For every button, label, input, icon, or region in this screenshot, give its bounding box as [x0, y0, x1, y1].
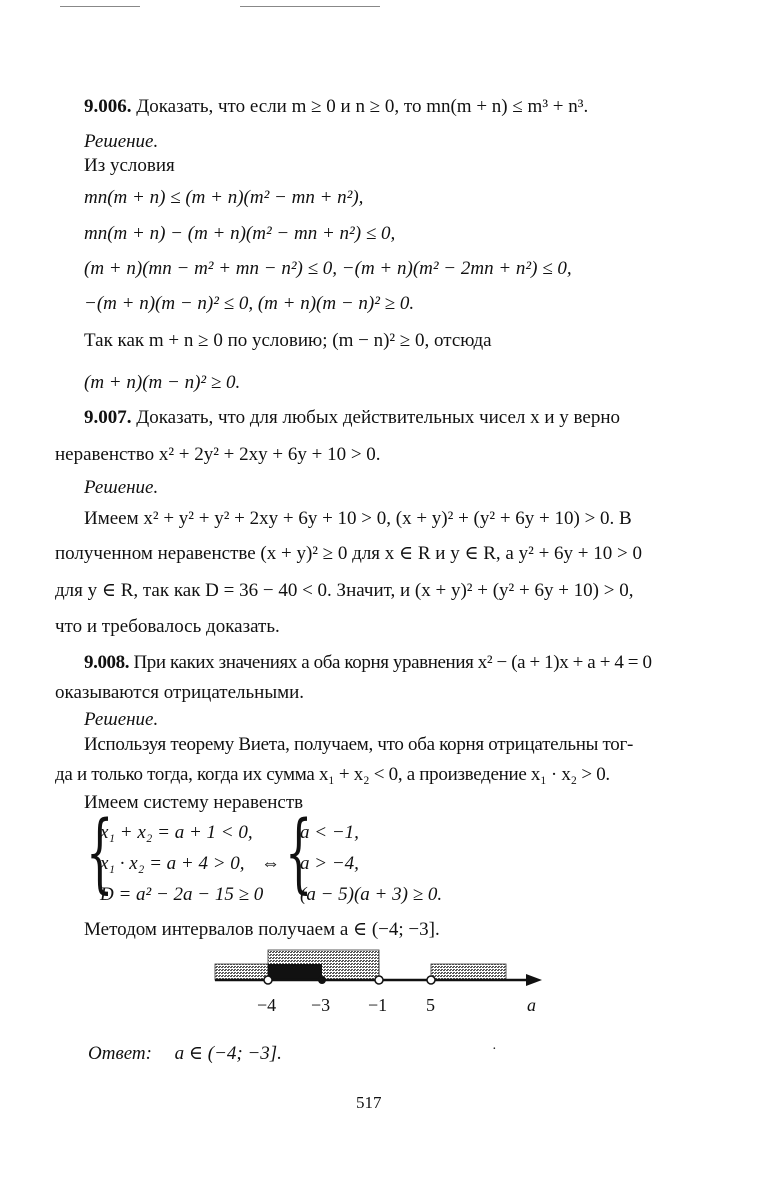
left-brace-icon: { [86, 803, 114, 903]
scan-artifact-line [240, 6, 380, 7]
solution-text: Используя теорему Виета, получаем, что оба корня отрицательны тог- [84, 734, 634, 755]
solution-label: Решение. [84, 477, 159, 498]
axis-tick-label: −4 [257, 995, 277, 1015]
solution-text: для y ∈ R, так как D = 36 − 40 < 0. Значит, и (x + y)² + (y² + 6y + 10) > 0, [55, 580, 634, 601]
problem-text: При каких значениях a оба корня уравнения x² − (a + 1)x + a + 4 = 0 [133, 652, 652, 673]
speck: · [492, 1042, 497, 1057]
problem-text: Доказать, что если m ≥ 0 и n ≥ 0, то mn(m + n) ≤ m³ + n³. [136, 96, 589, 117]
open-point [375, 976, 383, 984]
axis-tick-label: −3 [311, 995, 331, 1015]
problem-9006-statement [84, 96, 588, 118]
problem-text: неравенство x² + 2y² + 2xy + 6y + 10 > 0. [55, 444, 381, 465]
closed-point [427, 976, 435, 984]
solution-label: Решение. [84, 709, 159, 730]
solution-text: Имеем x² + y² + y² + 2xy + 6y + 10 > 0, (x + y)² + (y² + 6y + 10) > 0. В [84, 508, 632, 529]
closed-point [318, 976, 326, 984]
system-line: (a − 5)(a + 3) ≥ 0. [300, 884, 443, 905]
solution-text: Из условия [84, 155, 175, 176]
open-point [264, 976, 272, 984]
axis-tick-label: 5 [426, 995, 435, 1015]
problem-number: 9.008. [84, 652, 130, 673]
axis-tick-label: −1 [368, 995, 388, 1015]
scan-artifact-line [60, 6, 140, 7]
problem-number: 9.007. [84, 407, 132, 428]
problem-9007-statement [84, 407, 620, 429]
system-line: x₁ + x₂ = a + 1 < 0, [100, 822, 253, 843]
solution-text: Методом интервалов получаем a ∈ (−4; −3]. [84, 919, 440, 940]
formula-line: (m + n)(m − n)² ≥ 0. [84, 372, 241, 393]
system-line: D = a² − 2a − 15 ≥ 0 [100, 884, 264, 905]
left-brace-icon: { [285, 803, 313, 903]
system-line: a < −1, [300, 822, 359, 843]
page-number: 517 [356, 1093, 382, 1112]
interval-shading [431, 964, 506, 980]
problem-9008-statement [84, 652, 652, 674]
solution-text: полученном неравенстве (x + y)² ≥ 0 для x ∈ R и y ∈ R, а y² + 6y + 10 > 0 [55, 543, 642, 564]
answer-label: Ответ: [88, 1043, 152, 1064]
system-line: a > −4, [300, 853, 359, 874]
solution-text: да и только тогда, когда их сумма x₁ + x₂ < 0, а произведение x₁ · x₂ > 0. [55, 764, 610, 785]
axis-variable-label: a [527, 995, 536, 1015]
formula-line: mn(m + n) ≤ (m + n)(m² − mn + n²), [84, 187, 364, 208]
answer-value: a ∈ (−4; −3]. [174, 1043, 282, 1064]
solution-text: что и требовалось доказать. [55, 616, 280, 637]
solution-text: Имеем систему неравенств [84, 792, 304, 813]
solution-label: Решение. [84, 131, 159, 152]
answer-line [88, 1043, 282, 1065]
formula-line: −(m + n)(m − n)² ≤ 0, (m + n)(m − n)² ≥ 0. [84, 293, 415, 314]
system-line: x₁ · x₂ = a + 4 > 0, [100, 853, 245, 874]
equivalence-icon: ⇔ [261, 853, 280, 874]
solution-text: Так как m + n ≥ 0 по условию; (m − n)² ≥ 0, отсюда [84, 330, 492, 351]
axis-arrow-icon [526, 974, 542, 986]
formula-line: mn(m + n) − (m + n)(m² − mn + n²) ≤ 0, [84, 223, 396, 244]
formula-line: (m + n)(mn − m² + mn − n²) ≤ 0, −(m + n)(m² − 2mn + n²) ≤ 0, [84, 258, 572, 279]
problem-text: оказываются отрицательными. [55, 682, 305, 703]
problem-text: Доказать, что для любых действительных чисел x и y верно [136, 407, 620, 428]
solution-interval [268, 964, 322, 980]
problem-number: 9.006. [84, 96, 132, 117]
